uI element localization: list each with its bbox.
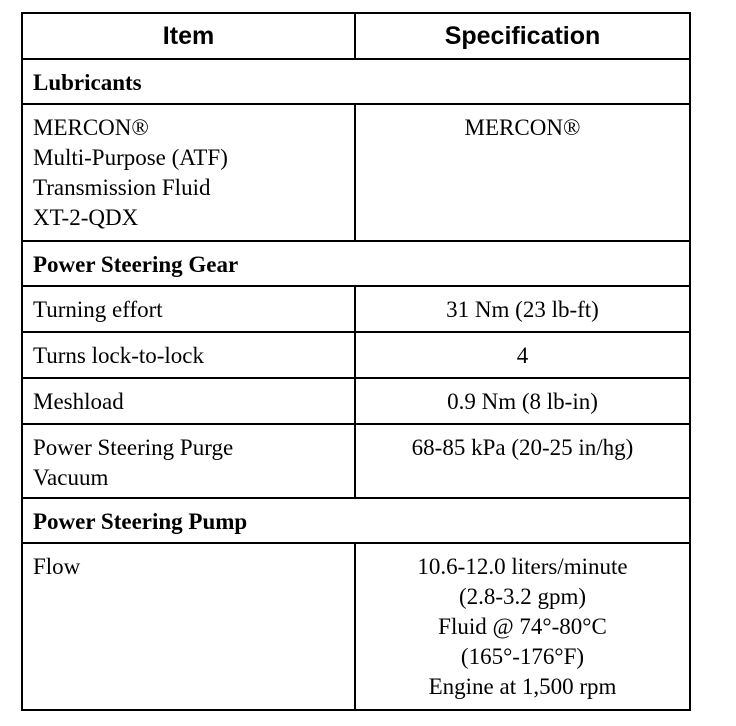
item-line: MERCON® <box>33 115 149 140</box>
item-line: Transmission Fluid <box>33 175 211 200</box>
item-cell <box>22 104 355 241</box>
spec-cell <box>355 543 690 710</box>
item-cell: Turns lock-to-lock <box>22 332 355 378</box>
spec-line: Fluid @ 74°-80°C <box>438 614 607 639</box>
spec-line: Engine at 1,500 rpm <box>428 674 617 699</box>
spec-cell: 4 <box>355 332 690 378</box>
spec-cell: 68-85 kPa (20-25 in/hg) <box>355 424 690 498</box>
section-lubricants: Lubricants <box>22 59 690 104</box>
section-row <box>22 59 690 104</box>
specification-table <box>21 12 691 711</box>
spec-line: 10.6-12.0 liters/minute <box>417 554 628 579</box>
section-power-steering-gear: Power Steering Gear <box>22 241 690 286</box>
header-item: Item <box>22 13 355 59</box>
item-cell: Flow <box>22 543 355 710</box>
section-row <box>22 241 690 286</box>
spec-cell <box>355 104 690 241</box>
section-row <box>22 498 690 543</box>
header-specification: Specification <box>355 13 690 59</box>
table-row <box>22 424 690 498</box>
item-cell: Turning effort <box>22 286 355 332</box>
header-row <box>22 13 690 59</box>
table-row <box>22 378 690 424</box>
section-power-steering-pump: Power Steering Pump <box>22 498 690 543</box>
item-line: Vacuum <box>33 465 109 490</box>
spec-line: MERCON® <box>464 115 581 140</box>
item-line: Power Steering Purge <box>33 435 234 460</box>
spec-line: (2.8-3.2 gpm) <box>458 584 587 609</box>
item-line: XT-2-QDX <box>33 205 139 230</box>
table-row <box>22 286 690 332</box>
table-row <box>22 104 690 241</box>
item-cell <box>22 424 355 498</box>
spec-cell: 31 Nm (23 lb-ft) <box>355 286 690 332</box>
spec-line: (165°-176°F) <box>460 644 585 669</box>
table-row <box>22 543 690 710</box>
table-row <box>22 332 690 378</box>
item-cell: Meshload <box>22 378 355 424</box>
spec-cell: 0.9 Nm (8 lb-in) <box>355 378 690 424</box>
item-line: Multi-Purpose (ATF) <box>33 145 228 170</box>
